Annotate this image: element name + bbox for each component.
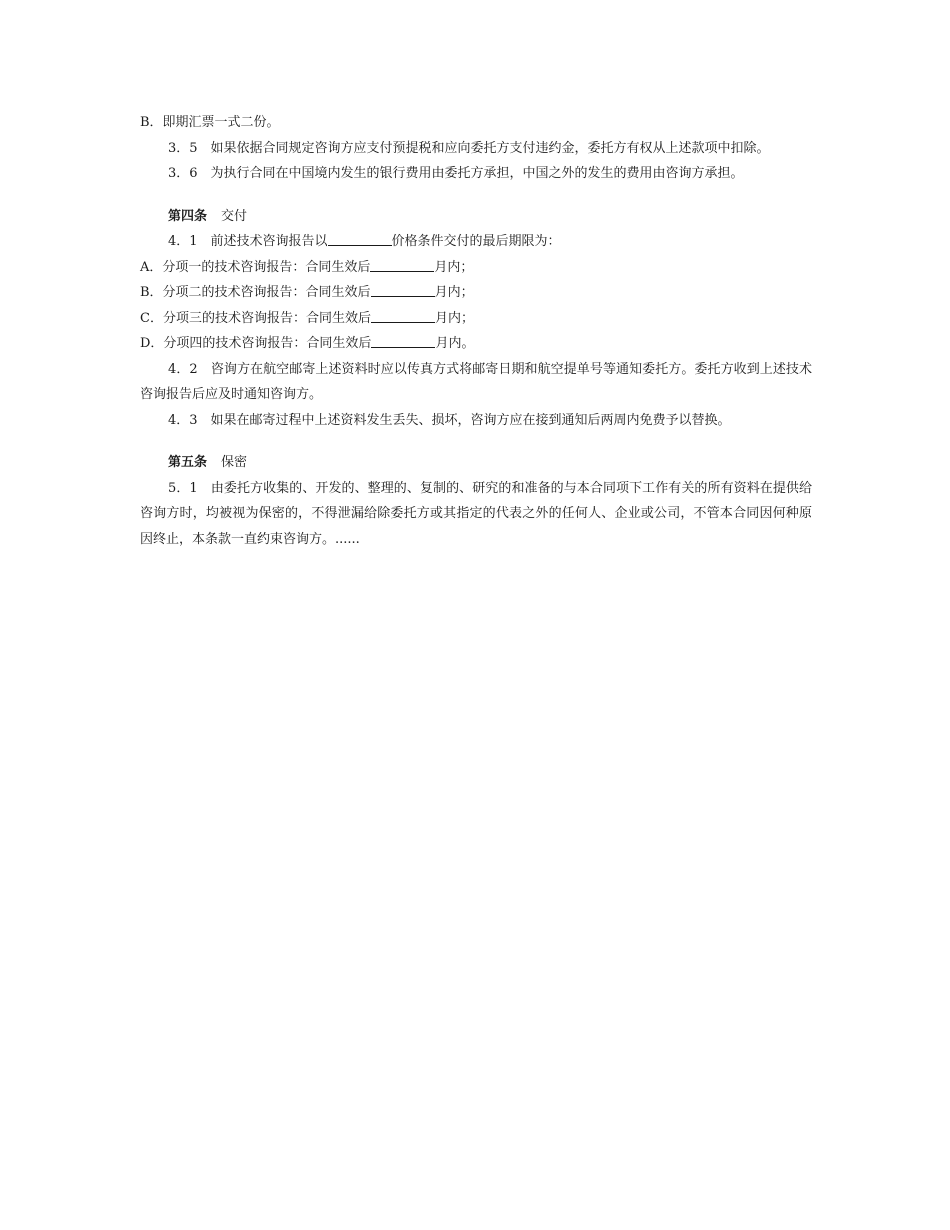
clause-4-3: 4．3 如果在邮寄过程中上述资料发生丢失、损坏，咨询方应在接到通知后两周内免费予以替换。 [168, 412, 731, 428]
spacer [140, 433, 812, 450]
clause-4-1-item-c [140, 306, 812, 332]
article-4-heading [140, 204, 812, 230]
clause-4-1-text-end: 价格条件交付的最后期限为： [391, 234, 561, 249]
clause-4-1-item-a [140, 255, 812, 281]
fill-in-blank [371, 308, 435, 323]
clause-4-1-text: 4．1 前述技术咨询报告以 [168, 234, 328, 249]
article-4-number: 第四条 [168, 208, 208, 224]
clause-4-1-item-d [140, 331, 812, 357]
item-text: D．分项四的技术咨询报告：合同生效后 [140, 336, 372, 351]
item-text: A．分项一的技术咨询报告：合同生效后 [140, 259, 371, 275]
fill-in-blank [371, 282, 435, 297]
article-5-title: 保密 [221, 455, 248, 470]
item-text: B．分项二的技术咨询报告：合同生效后 [140, 285, 371, 300]
item-text: C．分项三的技术咨询报告：合同生效后 [140, 310, 371, 326]
contract-page [140, 110, 812, 552]
clause-5-1: 5．1 由委托方收集的、开发的、整理的、复制的、研究的和准备的与本合同项下工作有关的所有资料在提供给咨询方时，均被视为保密的，不得泄漏给除委托方或其指定的代表之外的任何人、企业或公司，不管本合同因何种原因终止，本条款一直约束咨询方。...... [140, 480, 812, 547]
clause-3-6: 3．6 为执行合同在中国境内发生的银行费用由委托方承担，中国之外的发生的费用由咨询方承担。 [168, 166, 744, 181]
article-5-number: 第五条 [168, 455, 208, 470]
clause-4-2: 4．2 咨询方在航空邮寄上述资料时应以传真方式将邮寄日期和航空提单号等通知委托方。委托方收到上述技术咨询报告后应及时通知咨询方。 [140, 361, 812, 402]
fill-in-blank [371, 333, 435, 348]
item-text-end: 月内； [434, 259, 474, 275]
clause-4-1 [140, 229, 812, 255]
fill-in-blank [370, 257, 434, 272]
item-text-end: 月内； [434, 310, 474, 326]
clause-3-5: 3．5 如果依据合同规定咨询方应支付预提税和应向委托方支付违约金，委托方有权从上述款项中扣除。 [168, 140, 770, 156]
clause-4-1-item-b [140, 280, 812, 306]
spacer [140, 187, 812, 204]
article-4-title: 交付 [221, 208, 248, 224]
item-text-end: 月内。 [435, 336, 475, 351]
fill-in-blank [328, 231, 392, 246]
item-text-end: 月内； [434, 285, 474, 300]
article-5-heading [140, 450, 812, 476]
clause-3-b: B．即期汇票一式二份。 [140, 115, 280, 130]
